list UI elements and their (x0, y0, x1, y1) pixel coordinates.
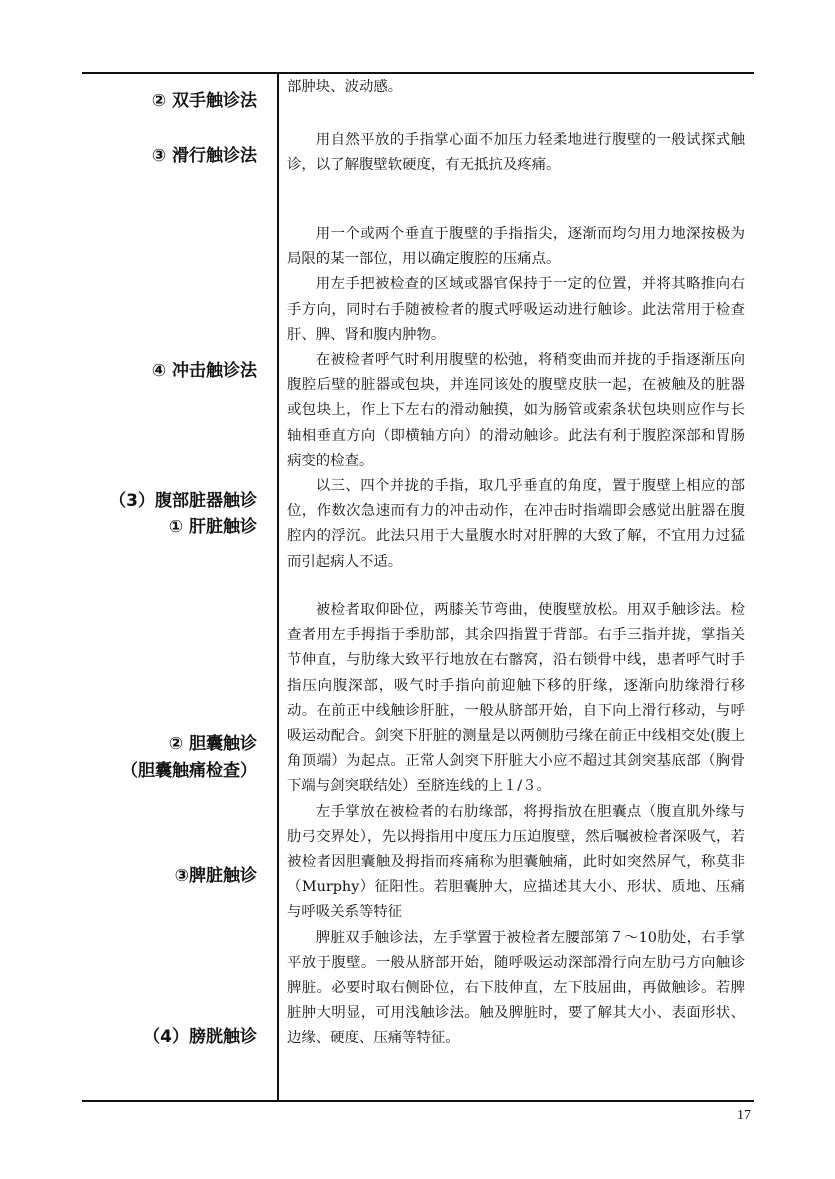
page-number: 17 (737, 1108, 751, 1123)
paragraph-7: 左手掌放在被检者的右肋缘部，将拇指放在胆囊点（腹直肌外缘与肋弓交界处），先以拇指用中度压力压迫腹壁，然后嘱被检者深吸气，若被检者因胆囊触及拇指而疼痛称为胆囊触痛，此时如突然屏气，称莫非（Murphy）征阳性。若胆囊肿大，应描述其大小、形状、质地、压痛与呼吸关系等特征 (287, 803, 745, 921)
label-gallbladder-tenderness: （胆囊触痛检查） (121, 761, 257, 781)
label-bladder-palpation: （4）膀胱触诊 (143, 1027, 257, 1047)
paragraph-8: 脾脏双手触诊法，左手掌置于被检者左腰部第７～10肋处，右手掌平放于腹壁。一般从脐部开始，随呼吸运动深部滑行向左肋弓方向触诊脾脏。必要时取右侧卧位，右下肢伸直，左下肢屈曲，再做触诊。若脾脏肿大明显，可用浅触诊法。触及脾脏时，要了解其大小、表面形状、边缘、硬度、压痛等特征。 (287, 929, 745, 1047)
paragraph-0: 部肿块、波动感。 (287, 79, 403, 95)
label-abdominal-organ-palpation: （3）腹部脏器触诊 (109, 491, 257, 511)
table-top-rule (82, 72, 754, 74)
paragraph-3: 用左手把被检查的区域或器官保持于一定的位置，并将其略推向右手方向，同时右手随被检者的腹式呼吸运动进行触诊。此法常用于检查肝、脾、肾和腹内肿物。 (287, 276, 745, 343)
paragraph-4: 在被检者呼气时利用腹壁的松弛，将稍变曲而并拢的手指逐渐压向腹腔后壁的脏器或包块，并连同该处的腹壁皮肤一起，在被触及的脏器或包块上，作上下左右的滑动触摸，如为肠管或索条状包块则应作与长轴相垂直方向（即横轴方向）的滑动触诊。此法有利于腹腔深部和胃肠病变的检查。 (287, 352, 745, 469)
paragraph-group-2 (287, 222, 745, 575)
label-spleen-palpation: ③脾脏触诊 (174, 866, 257, 886)
paragraph-group-6 (287, 598, 745, 1052)
paragraph-6: 被检者取仰卧位，两膝关节弯曲，使腹壁放松。用双手触诊法。检查者用左手拇指于季肋部，其余四指置于背部。右手三指并拢，掌指关节伸直，与肋缘大致平行地放在右髂窝，沿右锁骨中线，患者呼气时手指压向腹深部，吸气时手指向前迎触下移的肝缘，逐渐向肋缘滑行移动。在前正中线触诊肝脏，一般从脐部开始，自下向上滑行移动，与呼吸运动配合。剑突下肝脏的测量是以两侧肋弓缘在前正中线相交处(腹上角顶端）为起点。正常人剑突下肝脏大小应不超过其剑突基底部（胸骨下端与剑突联结处）至脐连线的上１/３。 (287, 602, 745, 795)
paragraph-2: 用一个或两个垂直于腹壁的手指指尖，逐渐而均匀用力地深按极为局限的某一部位，用以确定腹腔的压痛点。 (287, 226, 745, 268)
table-bottom-rule (82, 1100, 754, 1102)
label-liver-palpation: ① 肝脏触诊 (168, 517, 257, 537)
label-bimanual-palpation: ② 双手触诊法 (151, 91, 257, 111)
label-gallbladder-palpation: ② 胆囊触诊 (168, 734, 257, 754)
label-sliding-palpation: ③ 滑行触诊法 (151, 146, 257, 166)
column-divider (277, 72, 279, 1102)
label-ballottement-palpation: ④ 冲击触诊法 (151, 361, 257, 381)
paragraph-1: 用自然平放的手指掌心面不加压力轻柔地进行腹壁的一般试探式触诊，以了解腹壁软硬度，有无抵抗及疼痛。 (287, 132, 745, 174)
paragraph-5: 以三、四个并拢的手指，取几乎垂直的角度，置于腹壁上相应的部位，作数次急速而有力的冲击动作，在冲击时指端即会感觉出脏器在腹腔内的浮沉。此法只用于大量腹水时对肝脾的大致了解，不宜用力过猛而引起病人不适。 (287, 478, 745, 570)
